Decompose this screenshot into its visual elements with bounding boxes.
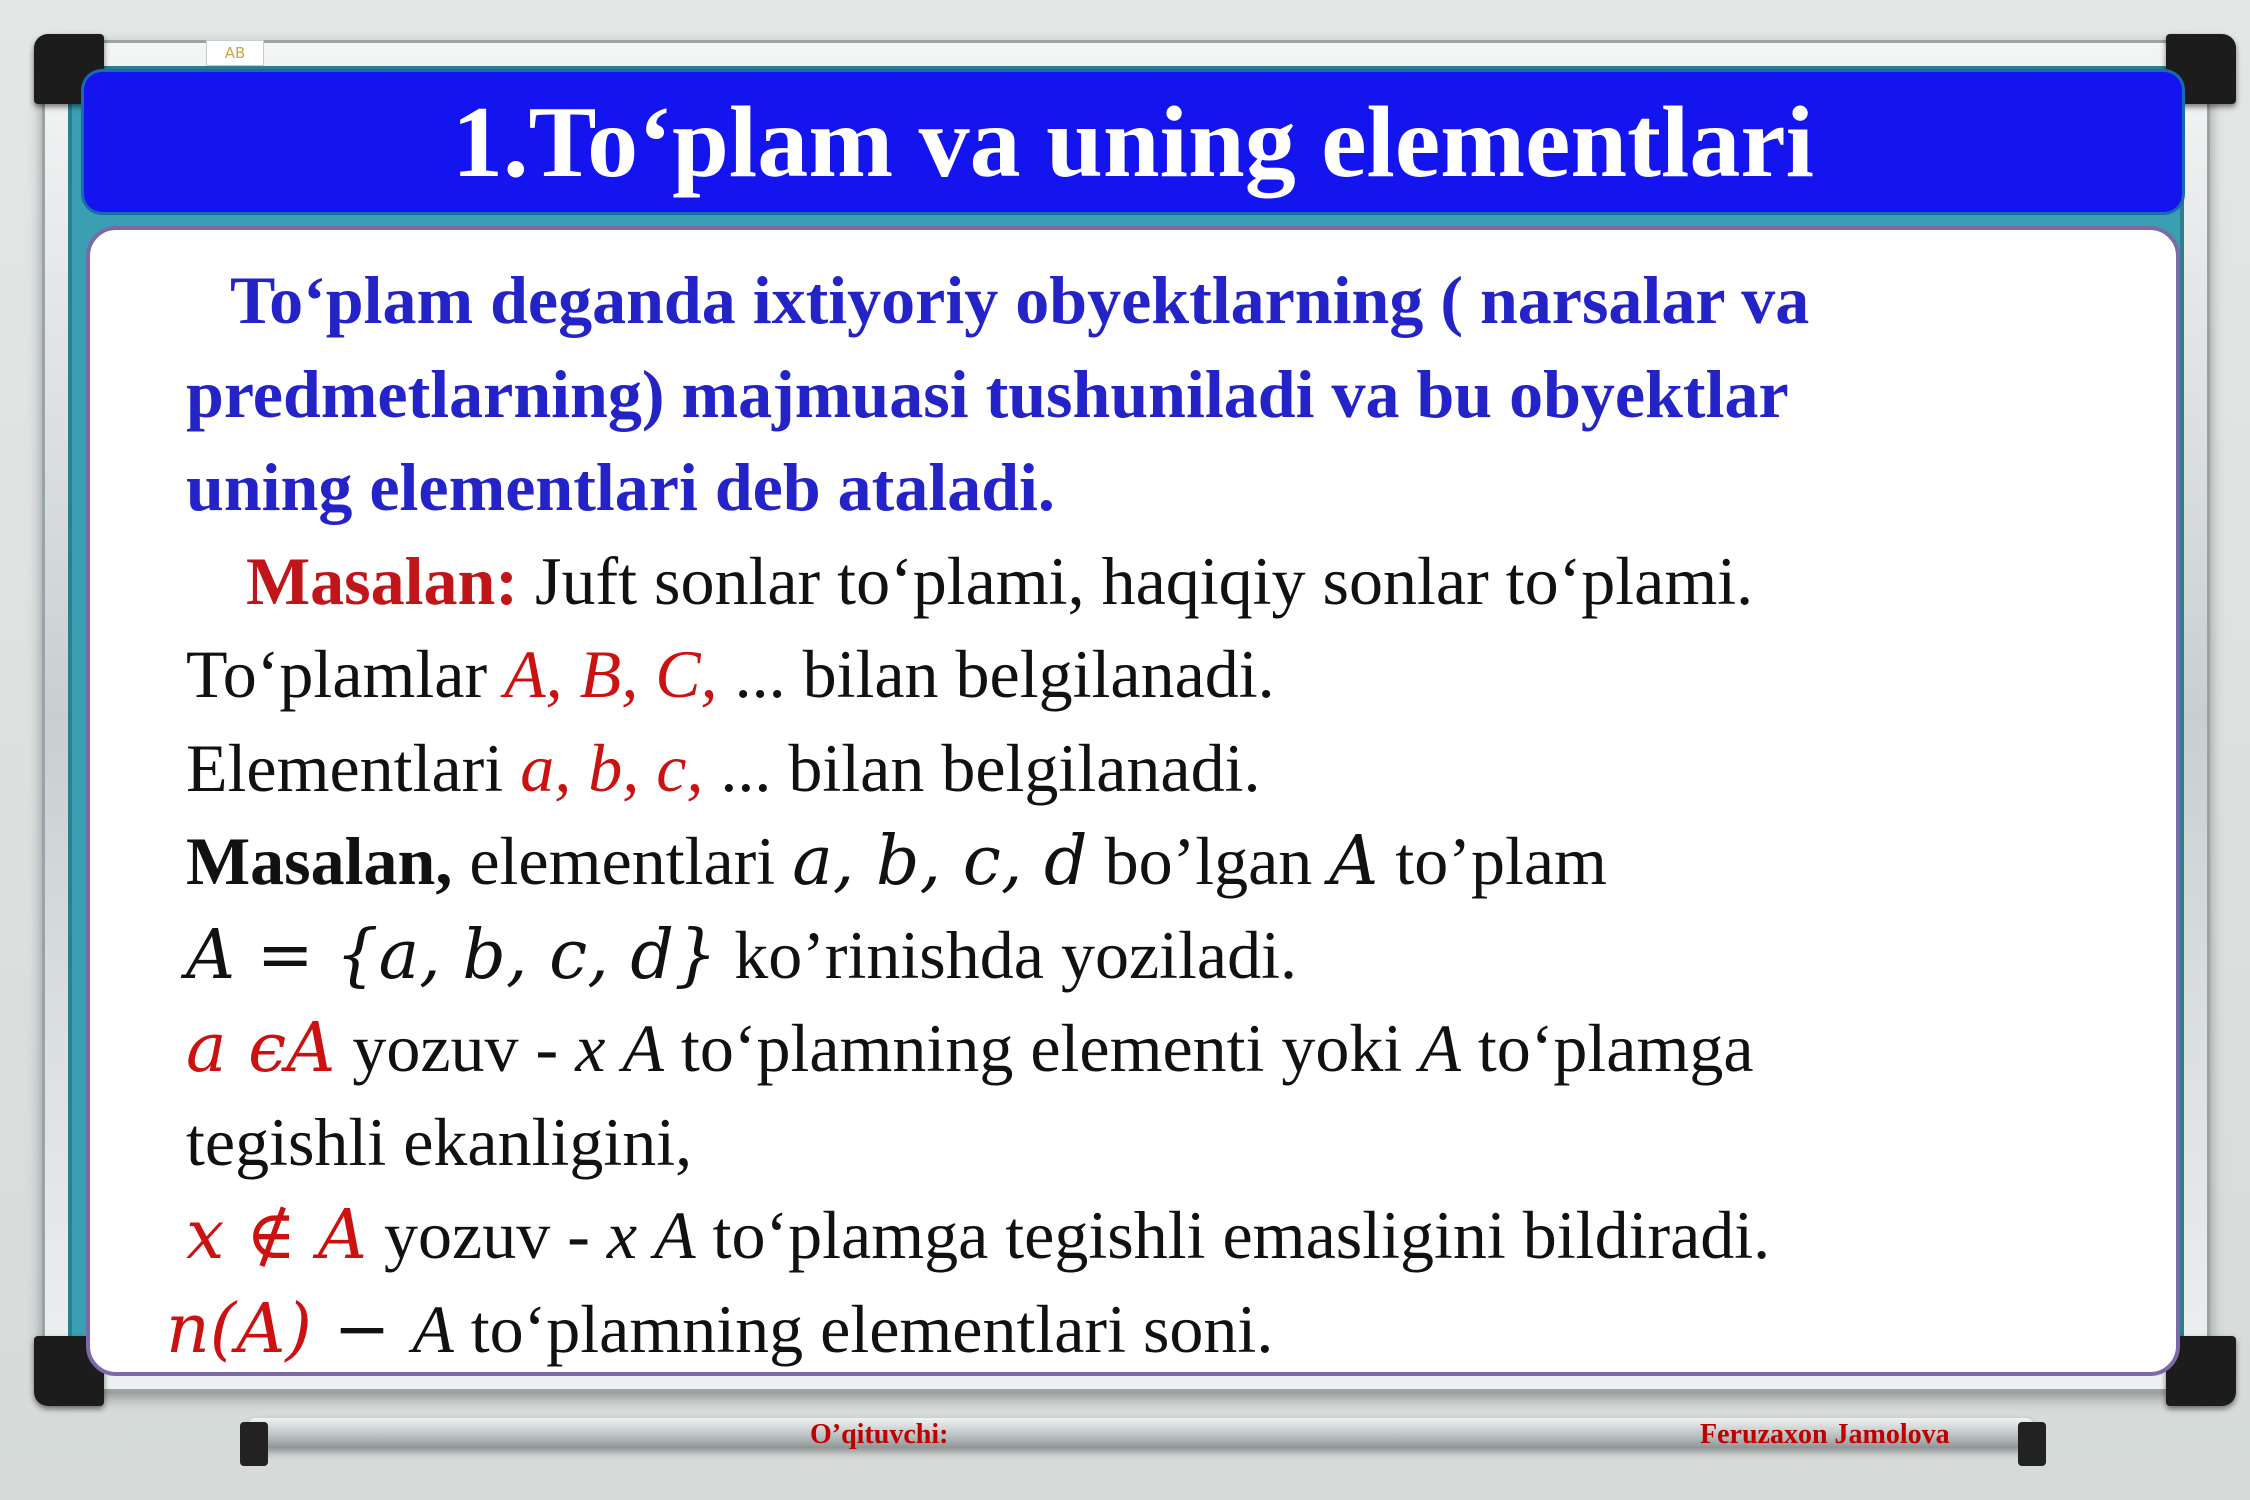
non-membership-math: x ∉ A xyxy=(186,1196,368,1275)
example2-text-3: to’plam xyxy=(1378,823,1607,899)
title-banner xyxy=(84,72,2182,212)
membership-text-2 xyxy=(605,1010,622,1086)
membership-text-3: to‘plamning elementi yoki xyxy=(663,1010,1420,1086)
example2-text-1: elementlari xyxy=(452,823,793,899)
example-label: Masalan: xyxy=(246,542,518,619)
non-membership-text-1: yozuv - xyxy=(367,1197,607,1273)
teacher-label: O’qituvchi: xyxy=(810,1419,949,1450)
non-membership-text-3: to‘plamga tegishli emasligini bildiradi. xyxy=(695,1197,1771,1273)
slide-title: 1.To‘plam va uning elementlari xyxy=(452,85,1814,199)
slide-content xyxy=(166,254,2086,1376)
abc-sticker: AB xyxy=(206,40,264,66)
sets-prefix: To‘plamlar xyxy=(186,636,505,712)
sets-suffix: ... bilan belgilanadi. xyxy=(717,636,1275,712)
set-notation-line xyxy=(186,909,2086,1003)
non-membership-line xyxy=(186,1189,2086,1283)
set-notation-math: A = {a, b, c, d} xyxy=(186,915,718,995)
cardinality-minus: − xyxy=(311,1289,413,1369)
definition-line-3: uning elementlari deb ataladi. xyxy=(186,449,1055,525)
membership-line-1 xyxy=(186,1002,2086,1096)
membership-var-a2: A xyxy=(1419,1010,1461,1086)
tray-cap-right xyxy=(2018,1422,2046,1466)
membership-math: a ϵA xyxy=(186,1009,336,1088)
example-line xyxy=(186,535,2086,629)
membership-text-4: to‘plamga xyxy=(1460,1010,1754,1086)
elements-prefix: Elementlari xyxy=(186,729,521,806)
cardinality-line xyxy=(166,1283,2086,1377)
example-text: Juft sonlar to‘plami, haqiqiy sonlar to‘plami. xyxy=(518,542,1754,619)
non-membership-var-a: A xyxy=(654,1197,696,1273)
example2-text-2: bo’lgan xyxy=(1087,823,1330,899)
membership-line-2: tegishli ekanligini, xyxy=(186,1103,693,1180)
sets-notation-line xyxy=(186,628,2086,722)
definition-line-2: predmetlarning) majmuasi tushuniladi va bu obyektlar xyxy=(186,355,1789,432)
elements-symbols: a, b, c, xyxy=(520,729,704,806)
cardinality-var-a: A xyxy=(412,1290,454,1367)
tray-cap-left xyxy=(240,1422,268,1466)
teacher-name: Feruzaxon Jamolova xyxy=(1700,1419,1950,1450)
cardinality-text: to‘plamning elementlari soni. xyxy=(453,1290,1274,1367)
example2-set-math: A xyxy=(1329,822,1379,901)
membership-text-1: yozuv - xyxy=(335,1010,576,1086)
sets-symbols: A, B, C, xyxy=(504,636,718,712)
elements-notation-line xyxy=(186,722,2086,816)
membership-var-a1: A xyxy=(622,1010,664,1086)
non-membership-text-2 xyxy=(637,1197,654,1273)
example2-label: Masalan, xyxy=(186,823,453,899)
cardinality-math: n(A) xyxy=(166,1289,312,1369)
set-notation-text: ko’rinishda yoziladi. xyxy=(717,916,1297,993)
membership-var-x: x xyxy=(575,1010,606,1086)
elements-suffix: ... bilan belgilanadi. xyxy=(703,729,1261,806)
example2-line xyxy=(186,815,2086,909)
definition-line-1: To‘plam deganda ixtiyoriy obyektlarning ( narsalar va xyxy=(230,262,1810,338)
non-membership-var-x: x xyxy=(606,1197,638,1273)
example2-elements-math: a, b, c, d xyxy=(792,822,1088,901)
